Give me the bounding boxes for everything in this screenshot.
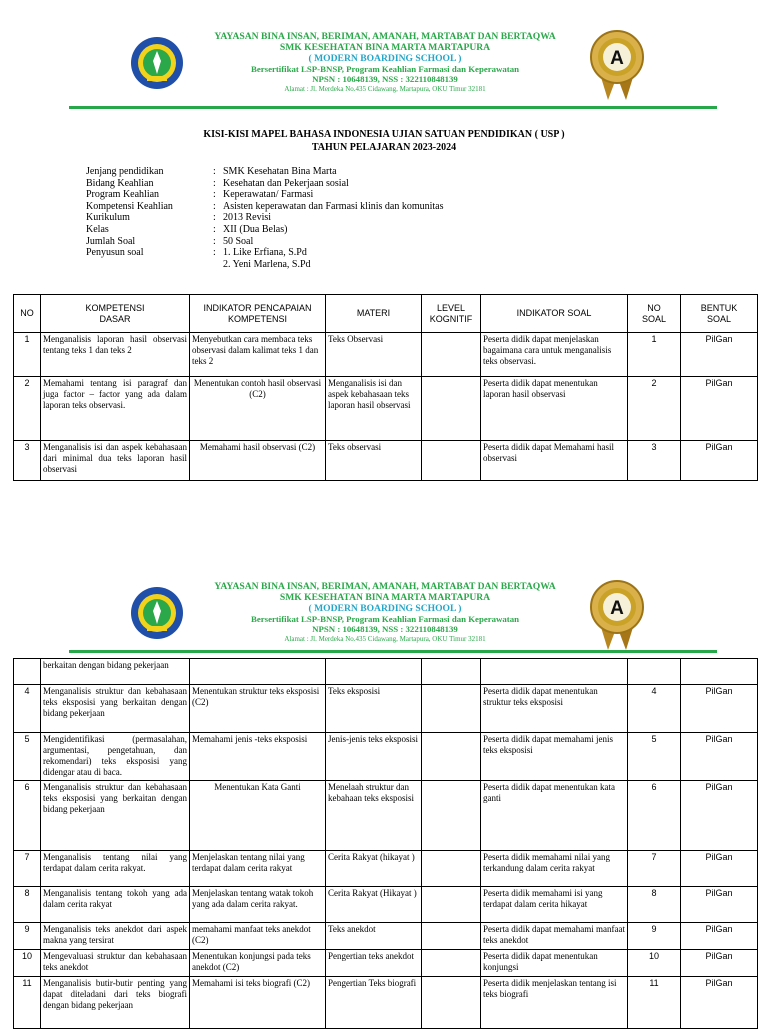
info-label <box>86 259 213 271</box>
cell-level-kognitif <box>422 923 481 950</box>
table-row <box>14 851 758 887</box>
cell-materi: Teks anekdot <box>326 923 422 950</box>
cell-level-kognitif <box>422 851 481 887</box>
cell-bentuk-soal: PilGan <box>681 441 758 481</box>
cell-no-soal: 9 <box>628 923 681 950</box>
cell-indikator-soal: Peserta didik memahami isi yang terdapat dalam cerita hikayat <box>481 887 628 923</box>
table-row <box>14 923 758 950</box>
cell-indikator-soal: Peserta didik dapat menjelaskan bagaimana cara untuk menganalisis teks observasi. <box>481 333 628 377</box>
cell-materi <box>326 659 422 685</box>
letterhead-text <box>190 31 580 94</box>
header-divider <box>69 106 717 109</box>
table-row <box>14 659 758 685</box>
cell-indikator-soal: Peserta didik dapat memahami jenis teks eksposisi <box>481 733 628 781</box>
certification-text: Bersertifikat LSP-BNSP, Program Keahlian Farmasi dan Keperawatan <box>250 614 520 624</box>
info-label: Jumlah Soal <box>86 235 136 247</box>
document-info <box>86 166 444 270</box>
cell-kompetensi-dasar: Menganalisis struktur dan kebahasaan teks eksposisi yang berkaitan dengan bidang pekerjaan <box>41 781 190 851</box>
letterhead-page-2 <box>0 572 768 652</box>
school-name: SMK KESEHATAN BINA MARTA MARTAPURA <box>279 42 491 53</box>
cell-no-soal: 6 <box>628 781 681 851</box>
cell-no: 10 <box>14 950 41 977</box>
info-label: Kompetensi Keahlian <box>86 200 173 212</box>
table-row <box>14 887 758 923</box>
cell-kompetensi-dasar: Menganalisis isi dan aspek kebahasaan dari minimal dua teks laporan hasil observasi <box>41 441 190 481</box>
header-indikator-pencapaian: INDIKATOR PENCAPAIAN KOMPETENSI <box>190 295 326 333</box>
cell-materi: Teks observasi <box>326 441 422 481</box>
header-kompetensi-dasar: KOMPETENSI DASAR <box>41 295 190 333</box>
school-name: SMK KESEHATAN BINA MARTA MARTAPURA <box>279 592 491 603</box>
info-row <box>86 212 444 224</box>
cell-indikator-pencapaian: Memahami jenis -teks eksposisi <box>190 733 326 781</box>
page-gap <box>0 510 768 560</box>
cell-indikator-soal: Peserta didik menjelaskan tentang isi teks biografi <box>481 977 628 1029</box>
cell-kompetensi-dasar: Menganalisis teks anekdot dari aspek makna yang tersirat <box>41 923 190 950</box>
info-separator: : <box>213 235 216 247</box>
cell-no: 8 <box>14 887 41 923</box>
cell-indikator-pencapaian: Menentukan struktur teks eksposisi (C2) <box>190 685 326 733</box>
info-row <box>86 247 444 259</box>
cell-no-soal: 5 <box>628 733 681 781</box>
accreditation-badge-icon <box>588 580 646 650</box>
header-level-kognitif: LEVEL KOGNITIF <box>422 295 481 333</box>
foundation-name: YAYASAN BINA INSAN, BERIMAN, AMANAH, MARTABAT DAN BERTAQWA <box>214 31 556 42</box>
table-row <box>14 685 758 733</box>
info-value: 2013 Revisi <box>223 212 272 224</box>
cell-kompetensi-dasar: Menganalisis tentang nilai yang terdapat dalam cerita rakyat. <box>41 851 190 887</box>
cell-no-soal: 7 <box>628 851 681 887</box>
cell-no: 7 <box>14 851 41 887</box>
cell-materi: Teks eksposisi <box>326 685 422 733</box>
cell-indikator-pencapaian: Memahami isi teks biografi (C2) <box>190 977 326 1029</box>
cell-indikator-soal: Peserta didik dapat menentukan kata ganti <box>481 781 628 851</box>
school-logo-icon <box>130 36 184 90</box>
npsn-nss-text: NPSN : 10648139, NSS : 322110848139 <box>312 74 458 84</box>
info-row <box>86 236 444 248</box>
cell-materi: Cerita Rakyat (Hikayat ) <box>326 887 422 923</box>
cell-kompetensi-dasar: Menganalisis butir-butir penting yang dapat diteladani dari teks biografi dengan bidang pekerjaan <box>41 977 190 1029</box>
info-separator: : <box>213 212 216 224</box>
info-value: 50 Soal <box>223 235 254 247</box>
info-separator: : <box>213 177 216 189</box>
cell-bentuk-soal: PilGan <box>681 377 758 441</box>
cell-no-soal: 11 <box>628 977 681 1029</box>
letterhead-text <box>190 581 580 644</box>
npsn-nss-text: NPSN : 10648139, NSS : 322110848139 <box>312 624 458 634</box>
info-value: SMK Kesehatan Bina Marta <box>223 166 337 177</box>
info-separator: : <box>213 189 216 201</box>
info-row <box>86 178 444 190</box>
info-label: Penyusun soal <box>86 247 144 259</box>
cell-indikator-soal: Peserta didik dapat menentukan struktur teks eksposisi <box>481 685 628 733</box>
cell-kompetensi-dasar: berkaitan dengan bidang pekerjaan <box>41 659 190 685</box>
cell-indikator-soal: Peserta didik memahami nilai yang terkandung dalam cerita rakyat <box>481 851 628 887</box>
certification-text: Bersertifikat LSP-BNSP, Program Keahlian Farmasi dan Keperawatan <box>250 64 520 74</box>
cell-indikator-pencapaian <box>190 659 326 685</box>
document-title: KISI-KISI MAPEL BAHASA INDONESIA UJIAN SATUAN PENDIDIKAN ( USP ) <box>203 129 565 140</box>
header-no: NO <box>14 295 41 333</box>
cell-materi: Cerita Rakyat (hikayat ) <box>326 851 422 887</box>
cell-no-soal: 3 <box>628 441 681 481</box>
cell-bentuk-soal: PilGan <box>681 977 758 1029</box>
cell-indikator-pencapaian: Menentukan Kata Ganti <box>190 781 326 851</box>
cell-kompetensi-dasar: Mengevaluasi struktur dan kebahasaan teks anekdot <box>41 950 190 977</box>
table-row <box>14 333 758 377</box>
info-label: Program Keahlian <box>86 189 160 201</box>
cell-indikator-soal: Peserta didik dapat menentukan laporan hasil observasi <box>481 377 628 441</box>
info-row <box>86 259 444 271</box>
cell-indikator-soal <box>481 659 628 685</box>
cell-no: 6 <box>14 781 41 851</box>
cell-no-soal: 2 <box>628 377 681 441</box>
info-label: Jenjang pendidikan <box>86 166 164 177</box>
info-separator: : <box>213 247 216 259</box>
info-value: Keperawatan/ Farmasi <box>223 189 314 201</box>
cell-bentuk-soal: PilGan <box>681 685 758 733</box>
cell-indikator-pencapaian: Menentukan contoh hasil observasi (C2) <box>190 377 326 441</box>
cell-materi: Pengertian Teks biografi <box>326 977 422 1029</box>
cell-bentuk-soal <box>681 659 758 685</box>
cell-level-kognitif <box>422 333 481 377</box>
cell-no: 1 <box>14 333 41 377</box>
cell-kompetensi-dasar: Menganalisis laporan hasil observasi tentang teks 1 dan teks 2 <box>41 333 190 377</box>
cell-level-kognitif <box>422 733 481 781</box>
info-row <box>86 166 444 178</box>
blueprint-table-page-1 <box>13 294 758 481</box>
info-value: Asisten keperawatan dan Farmasi klinis dan komunitas <box>223 200 444 212</box>
cell-indikator-pencapaian: Memahami hasil observasi (C2) <box>190 441 326 481</box>
info-row <box>86 189 444 201</box>
cell-kompetensi-dasar: Memahami tentang isi paragraf dan juga factor – factor yang ada dalam laporan teks observasi. <box>41 377 190 441</box>
info-row <box>86 224 444 236</box>
cell-no-soal: 10 <box>628 950 681 977</box>
address-text: Alamat : Jl. Merdeka No.435 Cidawang, Martapura, OKU Timur 32181 <box>284 85 486 93</box>
blueprint-table-page-2 <box>13 658 758 1029</box>
svg-text:A: A <box>610 598 624 619</box>
cell-no-soal <box>628 659 681 685</box>
header-materi: MATERI <box>326 295 422 333</box>
header-indikator-soal: INDIKATOR SOAL <box>481 295 628 333</box>
address-text: Alamat : Jl. Merdeka No.435 Cidawang, Martapura, OKU Timur 32181 <box>284 635 486 643</box>
info-value: Kesehatan dan Pekerjaan sosial <box>223 177 349 189</box>
cell-level-kognitif <box>422 441 481 481</box>
info-separator: : <box>213 200 216 212</box>
table-row <box>14 441 758 481</box>
cell-level-kognitif <box>422 685 481 733</box>
page-1 <box>0 0 768 510</box>
cell-indikator-soal: Peserta didik dapat memahami manfaat teks anekdot <box>481 923 628 950</box>
cell-materi: Jenis-jenis teks eksposisi <box>326 733 422 781</box>
cell-indikator-soal: Peserta didik dapat Memahami hasil observasi <box>481 441 628 481</box>
cell-no-soal: 8 <box>628 887 681 923</box>
info-value: 2. Yeni Marlena, S.Pd <box>223 258 311 270</box>
cell-level-kognitif <box>422 950 481 977</box>
school-tagline: ( MODERN BOARDING SCHOOL ) <box>308 603 462 614</box>
table-row <box>14 781 758 851</box>
info-row <box>86 201 444 213</box>
school-logo-icon <box>130 586 184 640</box>
cell-materi: Pengertian teks anekdot <box>326 950 422 977</box>
cell-indikator-pencapaian: Menjelaskan tentang watak tokoh yang ada dalam cerita rakyat. <box>190 887 326 923</box>
header-no-soal: NO SOAL <box>628 295 681 333</box>
cell-level-kognitif <box>422 659 481 685</box>
cell-no <box>14 659 41 685</box>
cell-indikator-pencapaian: memahami manfaat teks anekdot (C2) <box>190 923 326 950</box>
cell-kompetensi-dasar: Menganalisis tentang tokoh yang ada dalam cerita rakyat <box>41 887 190 923</box>
table-row <box>14 377 758 441</box>
cell-no: 5 <box>14 733 41 781</box>
cell-no-soal: 4 <box>628 685 681 733</box>
cell-materi: Teks Observasi <box>326 333 422 377</box>
accreditation-badge-icon <box>588 30 646 100</box>
table-row <box>14 977 758 1029</box>
info-label: Kurikulum <box>86 212 130 224</box>
cell-no: 4 <box>14 685 41 733</box>
info-separator <box>213 259 223 271</box>
table-row <box>14 733 758 781</box>
cell-level-kognitif <box>422 887 481 923</box>
cell-materi: Menganalisis isi dan aspek kebahasaan teks laporan hasil observasi <box>326 377 422 441</box>
cell-indikator-pencapaian: Menjelaskan tentang nilai yang terdapat dalam cerita rakyat <box>190 851 326 887</box>
cell-indikator-pencapaian: Menentukan konjungsi pada teks anekdot (C2) <box>190 950 326 977</box>
cell-bentuk-soal: PilGan <box>681 333 758 377</box>
info-label: Bidang Keahlian <box>86 177 154 189</box>
cell-bentuk-soal: PilGan <box>681 733 758 781</box>
svg-text:A: A <box>610 48 624 69</box>
info-value: XII (Dua Belas) <box>223 223 288 235</box>
cell-bentuk-soal: PilGan <box>681 851 758 887</box>
foundation-name: YAYASAN BINA INSAN, BERIMAN, AMANAH, MARTABAT DAN BERTAQWA <box>214 581 556 592</box>
cell-kompetensi-dasar: Mengidentifikasi (permasalahan, argumentasi, pengetahuan, dan rekomendari) teks eksposisi yang didengar atau di baca. <box>41 733 190 781</box>
cell-materi: Menelaah struktur dan kebahaan teks eksposisi <box>326 781 422 851</box>
header-bentuk-soal: BENTUK SOAL <box>681 295 758 333</box>
cell-bentuk-soal: PilGan <box>681 950 758 977</box>
cell-level-kognitif <box>422 377 481 441</box>
header-divider <box>69 650 717 653</box>
document-subtitle: TAHUN PELAJARAN 2023-2024 <box>311 142 457 153</box>
cell-no: 9 <box>14 923 41 950</box>
cell-bentuk-soal: PilGan <box>681 887 758 923</box>
cell-no: 2 <box>14 377 41 441</box>
info-separator: : <box>213 223 216 235</box>
cell-indikator-pencapaian: Menyebutkan cara membaca teks observasi dalam kalimat teks 1 dan teks 2 <box>190 333 326 377</box>
letterhead <box>0 22 768 102</box>
cell-indikator-soal: Peserta didik dapat menentukan konjungsi <box>481 950 628 977</box>
school-tagline: ( MODERN BOARDING SCHOOL ) <box>308 53 462 64</box>
cell-level-kognitif <box>422 977 481 1029</box>
cell-no: 3 <box>14 441 41 481</box>
cell-level-kognitif <box>422 781 481 851</box>
info-label: Kelas <box>86 223 109 235</box>
cell-no-soal: 1 <box>628 333 681 377</box>
info-value: 1. Like Erfiana, S.Pd <box>223 247 307 259</box>
cell-no: 11 <box>14 977 41 1029</box>
cell-bentuk-soal: PilGan <box>681 781 758 851</box>
cell-bentuk-soal: PilGan <box>681 923 758 950</box>
table-row <box>14 950 758 977</box>
cell-kompetensi-dasar: Menganalisis struktur dan kebahasaan teks eksposisi yang berkaitan dengan bidang pekerjaan <box>41 685 190 733</box>
info-separator: : <box>213 166 216 177</box>
page-2 <box>0 560 768 1024</box>
